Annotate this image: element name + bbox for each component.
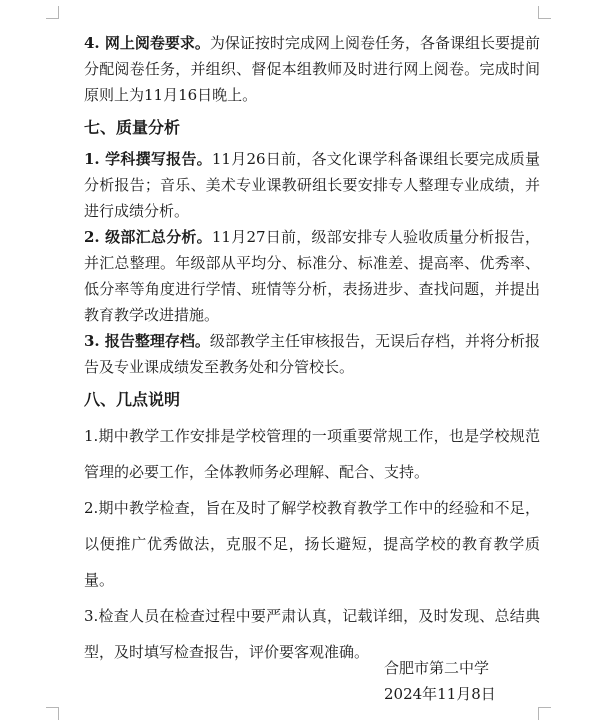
section7-item-2 <box>84 224 540 328</box>
section7-item-1 <box>84 146 540 224</box>
section7-item-3 <box>84 328 540 380</box>
section8-note-2: 2.期中教学检查，旨在及时了解学校教育教学工作中的经验和不足，以便推广优秀做法，克服不足，扬长避短，提高学校的教育教学质量。 <box>84 499 540 589</box>
item-body: 级部教学主任审核报告，无误后存档，并将分析报告及专业课成绩发至教务处和分管校长。 <box>84 332 540 376</box>
item-body: 11月27日前，级部安排专人验收质量分析报告，并汇总整理。年级部从平均分、标准分、标准差、提高率、优秀率、低分率等角度进行学情、班情等分析，表扬进步、查找问题，并提出教育教学改进措施。 <box>84 228 540 324</box>
section8-note-1: 1.期中教学工作安排是学校管理的一项重要常规工作，也是学校规范管理的必要工作，全体教师务必理解、配合、支持。 <box>84 427 540 481</box>
document-body <box>84 30 540 670</box>
item-title: 2. 级部汇总分析。 <box>84 228 212 246</box>
item-title: 4. 网上阅卷要求。 <box>84 34 210 52</box>
crop-mark-bottom-left <box>46 707 59 720</box>
signature-organization: 合肥市第二中学 <box>384 659 490 677</box>
section4-item-4 <box>84 30 540 108</box>
crop-mark-top-left <box>46 6 59 19</box>
crop-mark-top-right <box>538 6 551 19</box>
item-title: 1. 学科撰写报告。 <box>84 150 212 168</box>
section8-note-3: 3.检查人员在检查过程中要严肃认真，记载详细，及时发现、总结典型，及时填写检查报告，评价要客观准确。 <box>84 607 540 661</box>
section7-heading: 七、质量分析 <box>84 118 181 137</box>
item-body: 11月26日前，各文化课学科备课组长要完成质量分析报告；音乐、美术专业课教研组长要安排专人整理专业成绩，并进行成绩分析。 <box>84 150 540 220</box>
crop-mark-bottom-right <box>538 707 551 720</box>
item-body: 为保证按时完成网上阅卷任务，各备课组长要提前分配阅卷任务，并组织、督促本组教师及时进行网上阅卷。完成时间原则上为11月16日晚上。 <box>84 34 540 104</box>
section8-heading: 八、几点说明 <box>84 390 181 409</box>
signature-date: 2024年11月8日 <box>384 685 496 703</box>
item-title: 3. 报告整理存档。 <box>84 332 210 350</box>
